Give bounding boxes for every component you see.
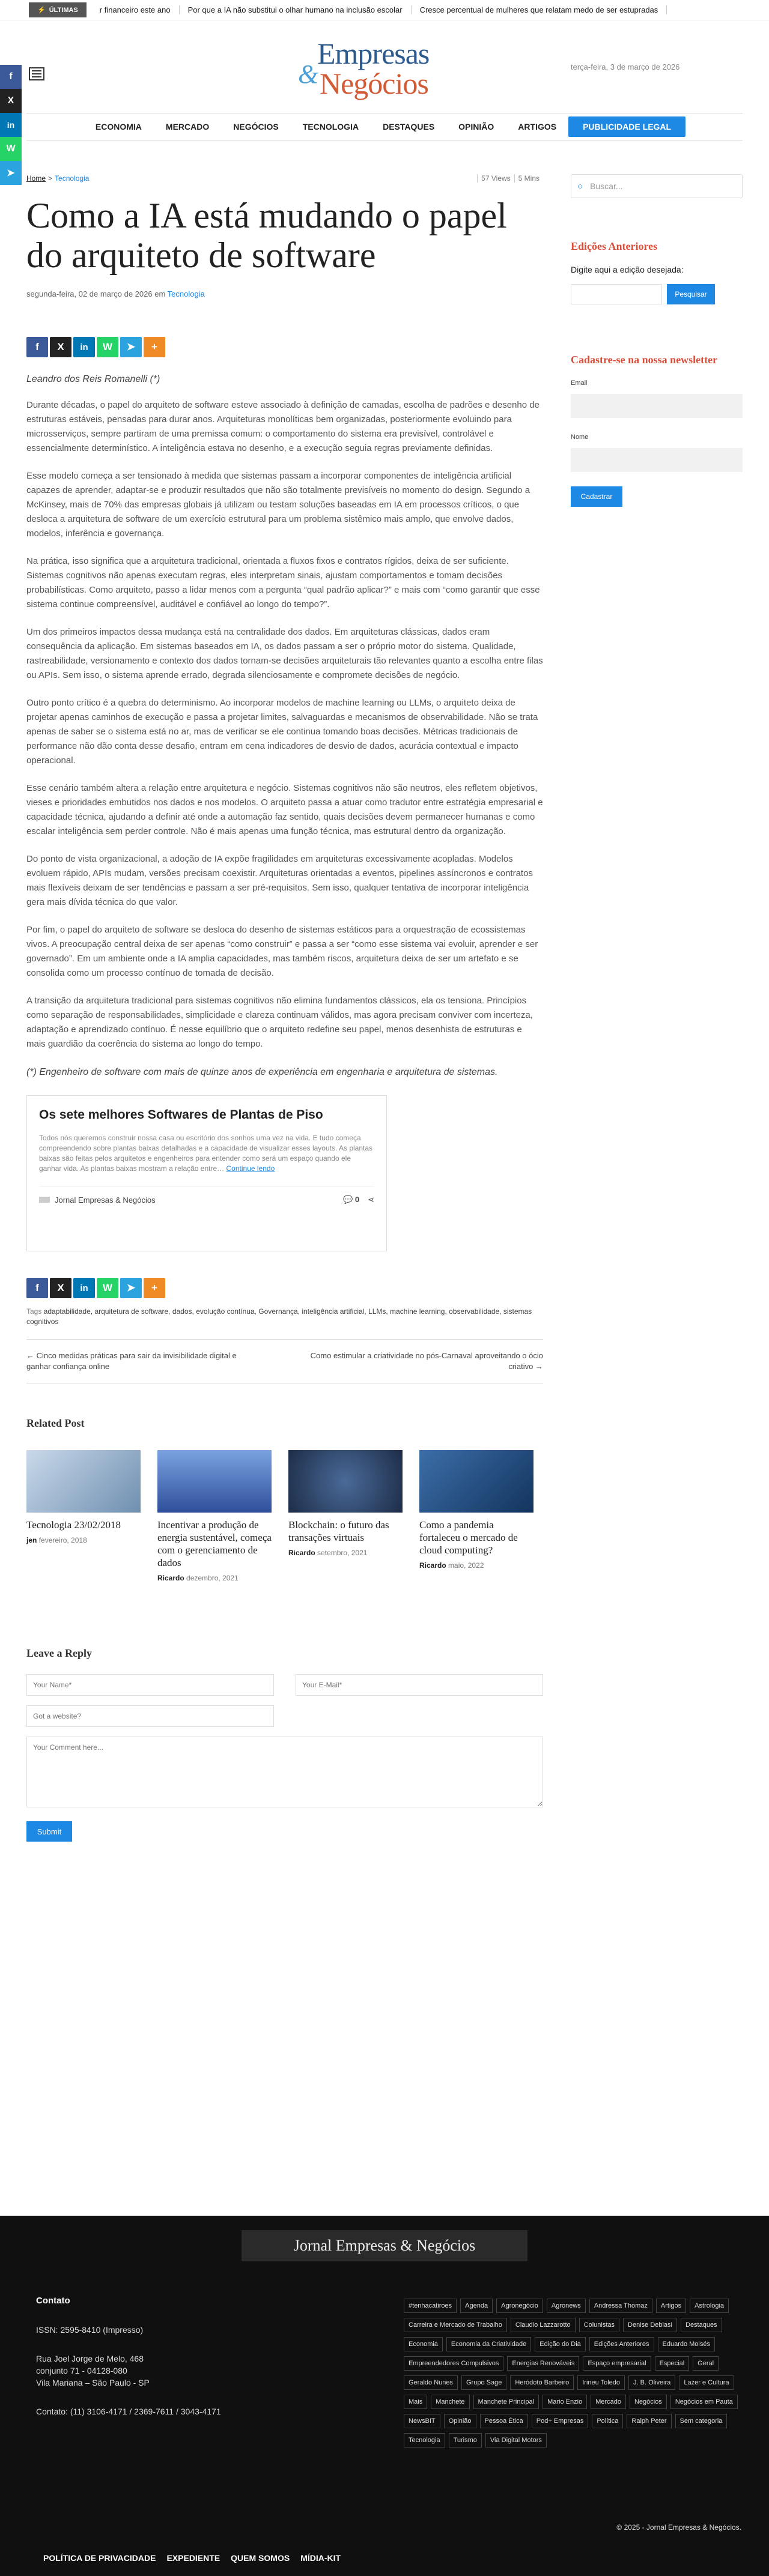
header-date: terça-feira, 3 de março de 2026 [571, 62, 680, 71]
more-share-icon[interactable]: + [144, 337, 165, 357]
footer-title: Jornal Empresas & Negócios [242, 2230, 527, 2261]
article-date: segunda-feira, 02 de março de 2026 [26, 289, 153, 298]
footer-tag[interactable]: Pod+ Empresas [532, 2414, 589, 2428]
article-paragraph: Do ponto de vista organizacional, a adoção de IA expõe fragilidades em arquiteturas excessivamente acopladas. Modelos evoluem rápido, APIs mudam, versões precisam coexistir. Arquiteturas orientadas a eventos, pipelines assíncronos e contratos mais flexíveis deixam de ser tendências e passam a ser pré-requisitos. Sem isso, qualquer tentativa de incorporar inteligência gera mais dívida técnica do que valor. [26, 854, 533, 907]
footer-tag[interactable]: Negócios [630, 2395, 667, 2409]
footer-tag[interactable]: Destaques [681, 2318, 722, 2332]
comment-icon[interactable]: 💬 0 [343, 1195, 360, 1204]
bolt-icon: ⚡ [37, 7, 46, 14]
post-navigation [26, 1339, 543, 1383]
article-paragraph: Esse cenário também altera a relação entre arquitetura e negócio. Sistemas cognitivos não são neutros, eles refletem objetivos, vieses e prioridades embutidos nos dados e nos modelos. O arquiteto passa a atuar como tradutor entre estratégia empresarial e capacidade técnica, ajudando a definir até onde a automação faz sentido, quais decisões devem permanecer humanas e como escalar inteligência sem perder controle. Não é mais apenas uma função técnica, mas estrutural dentro da organização. [26, 783, 543, 836]
x-icon[interactable]: X [0, 89, 22, 113]
newsletter-name-label: Nome [571, 434, 589, 441]
nav-item-tecnologia[interactable]: TECNOLOGIA [302, 122, 359, 132]
footer-tag[interactable]: Agronews [547, 2299, 586, 2313]
footer-tag[interactable]: Denise Debiasi [623, 2318, 677, 2332]
footer-tag[interactable]: Claudio Lazzarotto [511, 2318, 576, 2332]
ticker-label: ⚡ ÚLTIMAS [29, 2, 87, 17]
article-tags: Tags adaptabilidade, arquitetura de software, dados, evolução contínua, Governança, inteligência artificial, LLMs, machine learning, observabilidade, sistemas cognitivos [26, 1307, 532, 1326]
email-input[interactable] [296, 1674, 543, 1696]
nav-item-mercado[interactable]: MERCADO [165, 122, 210, 132]
footer-tag[interactable]: Artigos [656, 2299, 686, 2313]
footer-tag[interactable]: Agenda [460, 2299, 493, 2313]
embed-title[interactable]: Os sete melhores Softwares de Plantas de Piso [39, 1108, 323, 1122]
site-icon [39, 1197, 50, 1203]
footer-tag[interactable]: Mario Enzio [543, 2395, 587, 2409]
article-paragraph: Um dos primeiros impactos dessa mudança está na centralidade dos dados. Em arquiteturas clássicas, dados eram consequência da aplicação. Em sistemas baseados em IA, os dados passam a ser o próprio motor do sistema. Qualidade, rastreabilidade, versionamento e contexto dos dados tornam-se decisões arquiteturais tão relevantes quanto a escolha entre filas ou APIs. Sem isso, o sistema aprende errado, degrada silenciosamente e compromete decisões de negócio. [26, 627, 543, 680]
whatsapp-icon[interactable]: W [97, 337, 118, 357]
footer-tag[interactable]: Edições Anteriores [589, 2337, 654, 2351]
related-post-image[interactable] [26, 1450, 141, 1513]
footer-tag[interactable]: Tecnologia [404, 2433, 445, 2448]
related-post-image[interactable] [419, 1450, 533, 1513]
telegram-icon[interactable]: ➤ [120, 1278, 142, 1298]
footer-link-expediente[interactable]: EXPEDIENTE [166, 2553, 220, 2563]
telegram-icon[interactable]: ➤ [0, 161, 22, 185]
footer-tag[interactable]: Eduardo Moisés [658, 2337, 716, 2351]
article-paragraph: Outro ponto crítico é a quebra do determinismo. Ao incorporar modelos de machine learning ou LLMs, o arquiteto deixa de projetar apenas caminhos de execução e passa a projetar limites, salvaguardas e mecanismos de observabilidade. Não se trata apenas de saber se o sistema está no ar, mas de verificar se ele continua tomando boas decisões. Métricas tradicionais de performance não dão conta desse desafio, entram em cena indicadores de desvio de dados, acurácia contextual e impacto operacional. [26, 698, 538, 766]
site-logo[interactable]: Empresas & Negócios [298, 37, 430, 100]
share-buttons-top [26, 337, 543, 357]
search-placeholder: Buscar... [590, 181, 623, 191]
footer-tag[interactable]: Irineu Toledo [577, 2375, 625, 2390]
footer-tag[interactable]: Grupo Sage [461, 2375, 506, 2390]
archive-search-button[interactable]: Pesquisar [667, 284, 715, 304]
footer-tag[interactable]: Negócios em Pauta [670, 2395, 738, 2409]
share-icon[interactable]: ⋖ [368, 1195, 374, 1204]
related-post-title[interactable]: Blockchain: o futuro das transações virtuais [288, 1519, 389, 1543]
footer-tag[interactable]: Via Digital Motors [485, 2433, 547, 2448]
newsletter-heading: Cadastre-se na nossa newsletter [571, 354, 718, 366]
tag-list[interactable]: adaptabilidade, arquitetura de software, dados, evolução contínua, Governança, inteligência artificial, LLMs, machine learning, observabilidade, sistemas cognitivos [26, 1307, 532, 1326]
article-paragraph: Na prática, isso significa que a arquitetura tradicional, orientada a fluxos fixos e contratos rígidos, deixa de ser suficiente. Sistemas cognitivos não apenas executam regras, eles interpretam sinais, ajustam comportamentos e tomam decisões probabilísticas. Como arquiteto, passo a lidar menos com a pergunta “qual padrão aplicar?” e mais com “como garantir que esse sistema continue compreensível, auditável e confiável ao longo do tempo?”. [26, 556, 540, 609]
article-meta: segunda-feira, 02 de março de 2026 em Tecnologia [26, 289, 205, 298]
facebook-icon[interactable]: f [0, 65, 22, 89]
breadcrumb-home[interactable]: Home [26, 174, 46, 183]
related-post-title[interactable]: Tecnologia 23/02/2018 [26, 1519, 121, 1531]
related-post[interactable]: Incentivar a produção de energia sustentável, começa com o gerenciamento de dados Ricardo dezembro, 2021 [157, 1450, 272, 1582]
ticker-item[interactable]: r financeiro este ano [91, 5, 180, 14]
comment-form [26, 1674, 543, 1842]
related-post-title[interactable]: Incentivar a produção de energia sustentável, começa com o gerenciamento de dados [157, 1519, 272, 1568]
site-header [0, 20, 769, 110]
footer-tag[interactable]: Manchete Principal [473, 2395, 540, 2409]
archive-search [571, 284, 743, 304]
footer-tag[interactable]: Ralph Peter [627, 2414, 671, 2428]
whatsapp-icon[interactable]: W [0, 137, 22, 161]
newsletter-submit-button[interactable]: Cadastrar [571, 486, 622, 507]
main-nav [26, 113, 743, 141]
next-post-link[interactable]: Como estimular a criatividade no pós-Carnaval aproveitando o ócio criativo → [310, 1351, 543, 1371]
submit-button[interactable]: Submit [26, 1821, 72, 1842]
website-input[interactable] [26, 1705, 274, 1727]
footer-tag-cloud [404, 2299, 740, 2448]
reply-heading: Leave a Reply [26, 1647, 92, 1659]
more-share-icon[interactable]: + [144, 1278, 165, 1298]
footer-tag[interactable]: Sem categoria [675, 2414, 728, 2428]
newsletter-email-label: Email [571, 379, 588, 387]
footer-links [43, 2553, 341, 2563]
x-icon[interactable]: X [50, 1278, 71, 1298]
hamburger-menu-icon[interactable] [29, 67, 44, 80]
article-title: Como a IA está mudando o papel do arquiteto de software [26, 196, 507, 275]
related-heading: Related Post [26, 1417, 85, 1429]
footer-link-about[interactable]: QUEM SOMOS [231, 2553, 290, 2563]
related-post[interactable]: Tecnologia 23/02/2018 jen fevereiro, 2018 [26, 1450, 141, 1582]
linkedin-icon[interactable]: in [73, 337, 95, 357]
footer-contact: Contato ISSN: 2595-8410 (Impresso) Rua Joel Jorge de Melo, 468 conjunto 71 - 04128-080 Vila Mariana – São Paulo - SP Contato: (11) 3106-4171 / 2369-7611 / 3043-4171 [36, 2296, 221, 2416]
facebook-icon[interactable]: f [26, 1278, 48, 1298]
share-buttons-bottom [26, 1278, 543, 1298]
article-paragraph: Durante décadas, o papel do arquiteto de software esteve associado à definição de camadas, escolha de padrões e desenho de estruturas estáveis, pensadas para durar anos. Arquiteturas monolíticas bem organizadas, posteriormente evoluindo para microsserviços, sempre partiram de uma premissa comum: o comportamento do sistema era previsível, controlável e essencialmente determinístico. A inteligência estava no desenho, e a execução seguia regras previamente definidas. [26, 400, 540, 453]
breadcrumb-category[interactable]: Tecnologia [55, 174, 90, 183]
comment-textarea[interactable] [26, 1737, 543, 1807]
footer-tag[interactable]: Mais [404, 2395, 427, 2409]
nav-item-opiniao[interactable]: OPINIÃO [458, 122, 494, 132]
nav-item-economia[interactable]: ECONOMIA [95, 122, 142, 132]
footer-tag[interactable]: Turismo [449, 2433, 482, 2448]
footer-tag[interactable]: Astrologia [690, 2299, 729, 2313]
edition-date-input[interactable] [571, 284, 662, 304]
footer-tag[interactable]: Opinião [444, 2414, 476, 2428]
footer-tag[interactable]: Energias Renováveis [507, 2356, 579, 2371]
previous-post-link[interactable]: ← Cinco medidas práticas para sair da invisibilidade digital e ganhar confiança online [26, 1351, 237, 1371]
copyright: © 2025 - Jornal Empresas & Negócios. [616, 2523, 741, 2532]
related-post-image[interactable] [157, 1450, 272, 1513]
telegram-icon[interactable]: ➤ [120, 337, 142, 357]
embed-excerpt: Todos nós queremos construir nossa casa ou escritório dos sonhos uma vez na vida. E tudo começa compreendendo sobre plantas baixas detalhadas e a capacidade de visualizar esses layouts. As plantas baixas são feitas pelos arquitetos e engenheiros para entender como será um espaço quando ele ganhar vida. As plantas baixas mostram a relação entre… Continue lendo [39, 1134, 373, 1173]
article-paragraph: Por fim, o papel do arquiteto de software se desloca do desenho de sistemas estáticos para a orquestração de ecossistemas vivos. A preocupação central deixa de ser apenas “como construir” e passa a ser “como esse sistema vai evoluir, aprender e ser governado”. Em um ambiente onde a IA amplia capacidades, mas também riscos, arquitetura deixa de ser um artefato e se consolida como um processo contínuo de tomada de decisão. [26, 925, 538, 978]
archive-label: Digite aqui a edição desejada: [571, 265, 684, 274]
footer-tag[interactable]: Edição do Dia [535, 2337, 586, 2351]
related-posts [26, 1450, 543, 1582]
related-post-title[interactable]: Como a pandemia fortaleceu o mercado de cloud computing? [419, 1519, 518, 1556]
nav-item-artigos[interactable]: ARTIGOS [518, 122, 557, 132]
embedded-post-card[interactable] [26, 1095, 387, 1251]
facebook-icon[interactable]: f [26, 337, 48, 357]
site-footer [0, 2216, 769, 2576]
author-footnote: (*) Engenheiro de software com mais de quinze anos de experiência em engenharia e arquitetura de sistemas. [26, 1067, 498, 1077]
article-column [26, 174, 543, 1842]
archive-heading: Edições Anteriores [571, 240, 658, 252]
footer-tag[interactable]: Andressa Thomaz [589, 2299, 652, 2313]
footer-link-media-kit[interactable]: MÍDIA-KIT [300, 2553, 341, 2563]
breadcrumb: Home > Tecnologia [26, 174, 90, 183]
x-icon[interactable]: X [50, 337, 71, 357]
sidebar [571, 174, 743, 507]
article-category-link[interactable]: Tecnologia [167, 289, 205, 298]
footer-tag[interactable]: Carreira e Mercado de Trabalho [404, 2318, 507, 2332]
embed-footer [39, 1186, 374, 1205]
name-input[interactable] [26, 1674, 274, 1696]
footer-tag[interactable]: Pessoa Ética [480, 2414, 528, 2428]
footer-tag[interactable]: Manchete [431, 2395, 469, 2409]
footer-tag[interactable]: Economia [404, 2337, 443, 2351]
article-author: Leandro dos Reis Romanelli (*) [26, 374, 160, 384]
ticker-item[interactable]: Por que a IA não substitui o olhar humano na inclusão escolar [180, 5, 412, 14]
footer-tag[interactable]: Agronegócio [496, 2299, 543, 2313]
view-count: 57 Views [477, 174, 514, 183]
footer-bottom-bar [0, 2540, 769, 2576]
footer-tag[interactable]: Lazer e Cultura [679, 2375, 734, 2390]
newsletter-email-input[interactable] [571, 394, 743, 418]
embed-source[interactable]: Jornal Empresas & Negócios [55, 1195, 156, 1205]
footer-tag[interactable]: Geraldo Nunes [404, 2375, 458, 2390]
linkedin-icon[interactable]: in [73, 1278, 95, 1298]
footer-tag[interactable]: NewsBIT [404, 2414, 440, 2428]
article-paragraph: Esse modelo começa a ser tensionado à medida que sistemas passam a incorporar componentes de inteligência artificial capazes de aprender, adaptar-se e produzir resultados que não são totalmente previsíveis no momento do design. Segundo a McKinsey, mais de 70% das empresas globais já utilizam ou testam soluções baseadas em IA em processos críticos, o que desloca a arquitetura de software de um exercício estrutural para um problema sistêmico mais amplo, que envolve dados, modelos, inferência e governança. [26, 471, 530, 539]
footer-tag[interactable]: Mercado [591, 2395, 626, 2409]
continue-reading-link[interactable]: Continue lendo [226, 1164, 275, 1173]
nav-item-negocios[interactable]: NEGÓCIOS [233, 122, 279, 132]
search-box[interactable] [571, 174, 743, 198]
search-icon: ○ [577, 181, 583, 192]
footer-tag[interactable]: Geral [693, 2356, 719, 2371]
footer-link-privacy[interactable]: POLÍTICA DE PRIVACIDADE [43, 2553, 156, 2563]
footer-tag[interactable]: Espaço empresarial [583, 2356, 651, 2371]
footer-tag[interactable]: Economia da Criatividade [446, 2337, 531, 2351]
whatsapp-icon[interactable]: W [97, 1278, 118, 1298]
article-stats [477, 174, 543, 183]
ticker-item[interactable]: Cresce percentual de mulheres que relatam medo de ser estupradas [412, 5, 667, 14]
footer-tag[interactable]: Heródoto Barbeiro [510, 2375, 574, 2390]
footer-tag[interactable]: Especial [655, 2356, 690, 2371]
nav-item-publicidade-legal[interactable]: PUBLICIDADE LEGAL [568, 116, 685, 137]
footer-tag[interactable]: #tenhacatiroes [404, 2299, 457, 2313]
read-time: 5 Mins [514, 174, 543, 183]
footer-tag[interactable]: Colunistas [579, 2318, 619, 2332]
related-post-image[interactable] [288, 1450, 403, 1513]
article-body [26, 398, 543, 1051]
nav-item-destaques[interactable]: DESTAQUES [383, 122, 435, 132]
news-ticker [0, 0, 769, 20]
footer-tag[interactable]: Política [592, 2414, 623, 2428]
footer-tag[interactable]: J. B. Oliveira [628, 2375, 675, 2390]
related-post[interactable]: Como a pandemia fortaleceu o mercado de cloud computing? Ricardo maio, 2022 [419, 1450, 533, 1582]
newsletter-name-input[interactable] [571, 448, 743, 472]
related-post[interactable]: Blockchain: o futuro das transações virtuais Ricardo setembro, 2021 [288, 1450, 403, 1582]
ticker-items [91, 5, 769, 14]
linkedin-icon[interactable]: in [0, 113, 22, 137]
footer-tag[interactable]: Empreendedores Compulsivos [404, 2356, 503, 2371]
article-paragraph: A transição da arquitetura tradicional para sistemas cognitivos não elimina fundamentos clássicos, ela os tensiona. Princípios como separação de responsabilidades, simplicidade e clareza continuam válidos, mas agora precisam conviver com incerteza, adaptação e aprendizado contínuo. É nesse equilíbrio que o arquiteto redefine seu papel, menos desenhista de estruturas e mais guardião da coerência do sistema ao longo do tempo. [26, 996, 533, 1049]
